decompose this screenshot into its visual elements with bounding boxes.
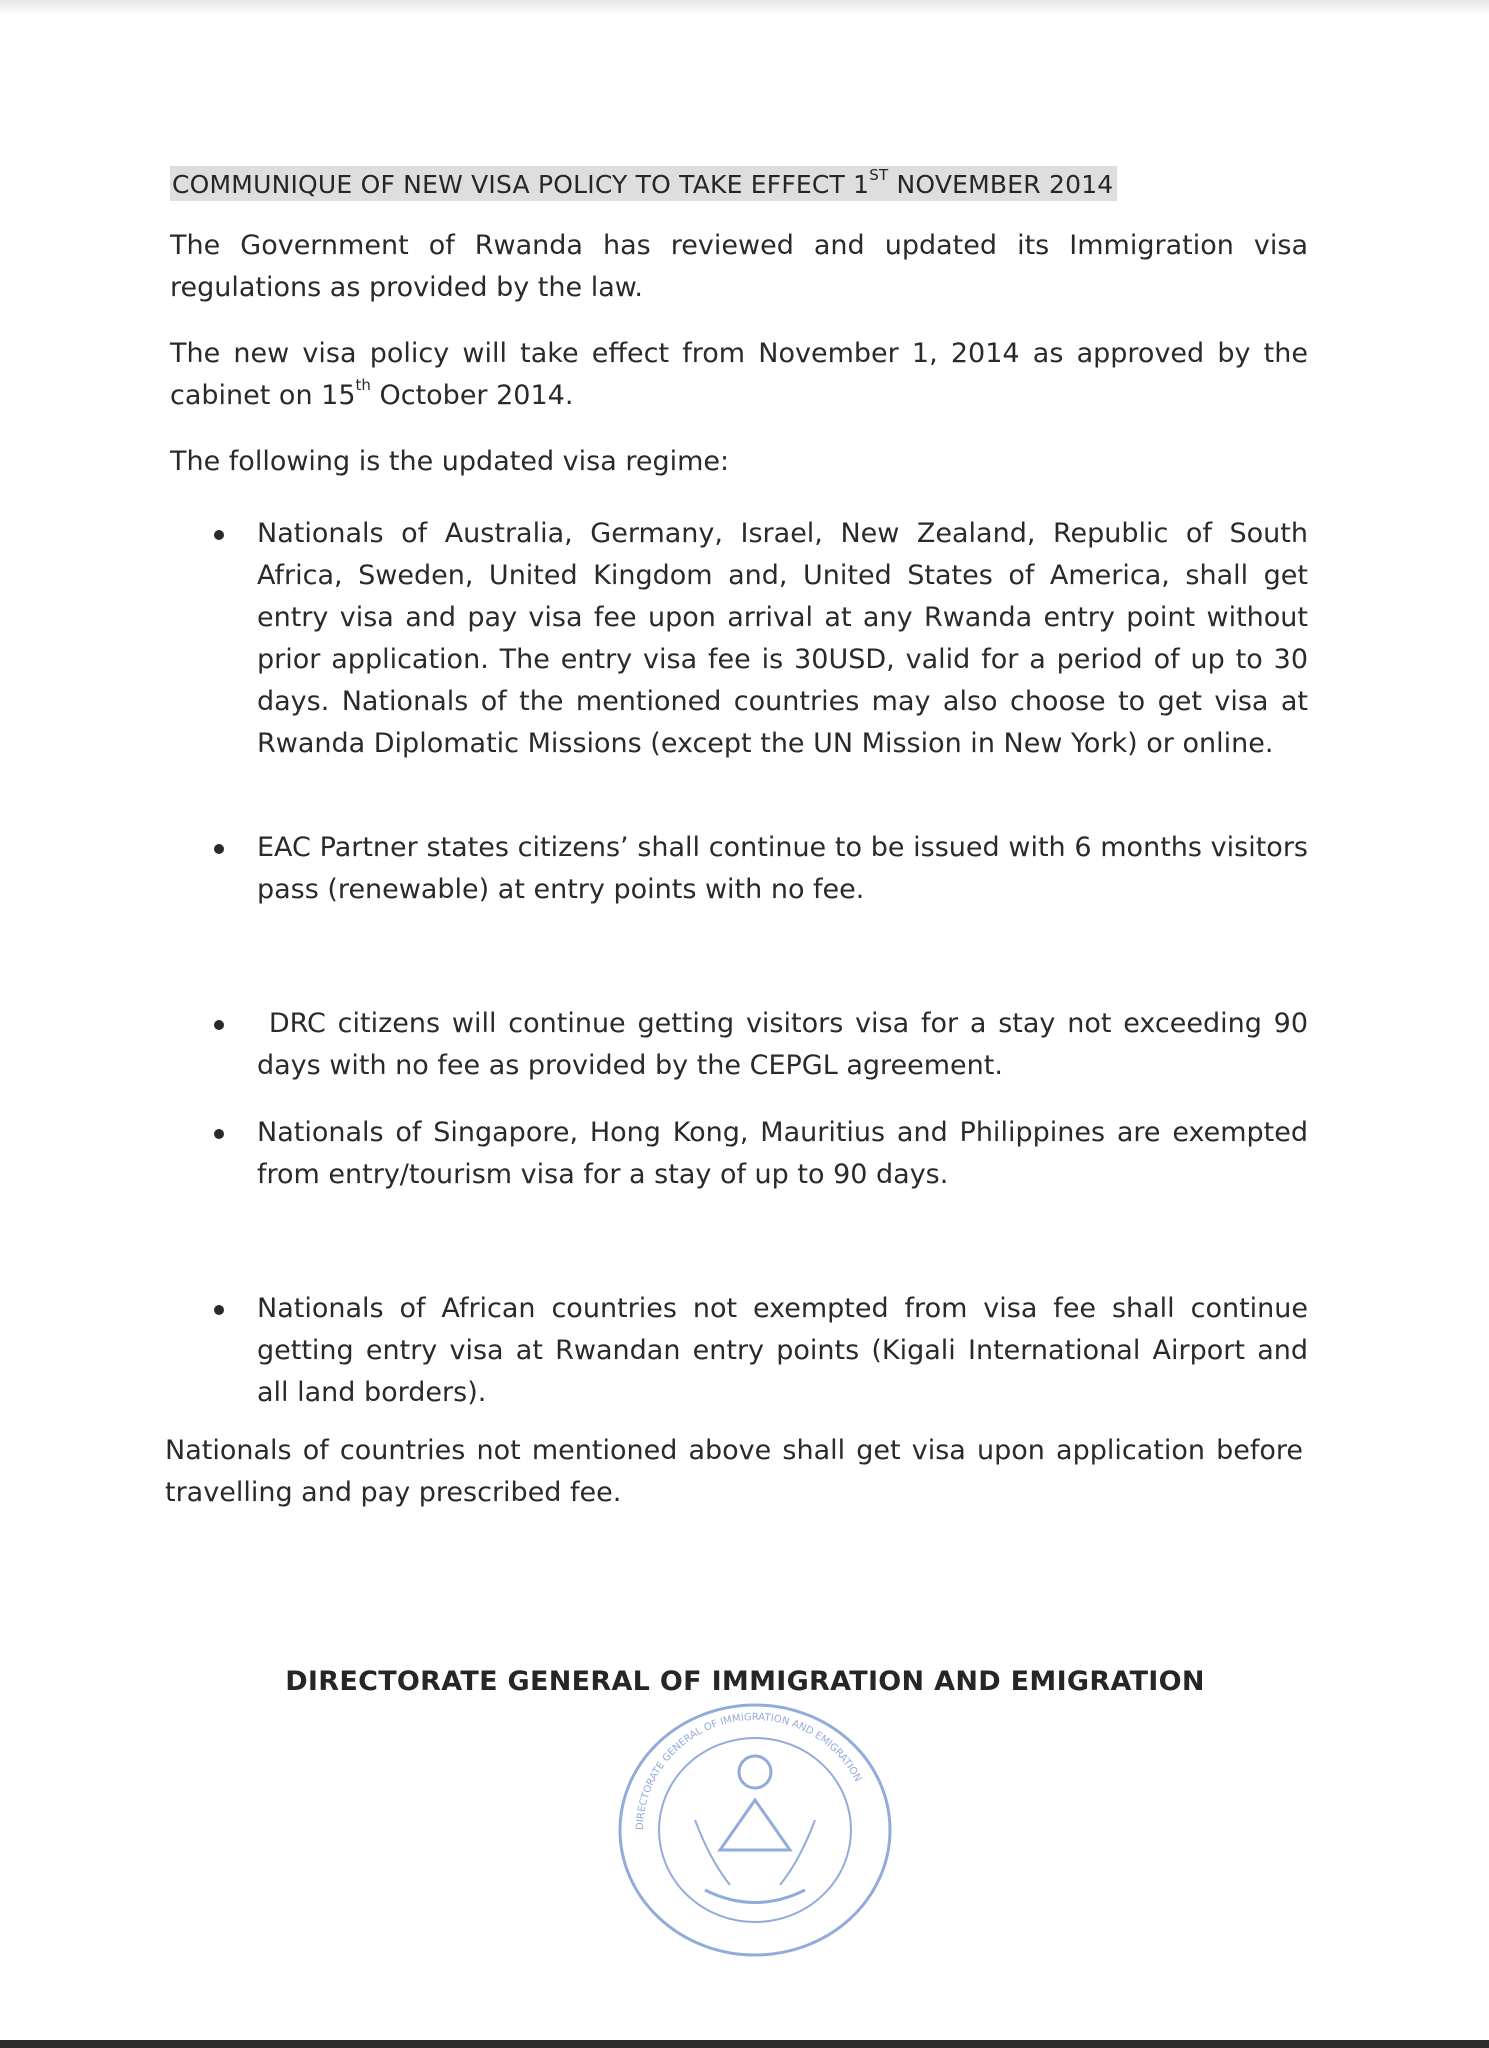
- communique-title: [170, 166, 1117, 201]
- visa-regime-list: [170, 513, 1317, 1414]
- list-item: [170, 1112, 1308, 1196]
- closing-paragraph: Nationals of countries not mentioned above shall get visa upon application before travelling and pay prescribed fee.: [165, 1435, 1303, 1508]
- title-text-end: NOVEMBER 2014: [888, 170, 1114, 199]
- regime-intro: The following is the updated visa regime:: [170, 446, 730, 477]
- bullet-icon: [214, 1129, 224, 1139]
- bullet-icon: [214, 1305, 224, 1315]
- bullet-icon: [214, 530, 224, 540]
- signatory: DIRECTORATE GENERAL OF IMMIGRATION AND EMIGRATION: [285, 1666, 1205, 1697]
- effect-text: The new visa policy will take effect from November 1, 2014 as approved by the cabinet on 15: [170, 338, 1308, 411]
- list-item: [170, 827, 1308, 911]
- document-page: [165, 165, 1317, 1697]
- effect-superscript: th: [355, 376, 371, 394]
- list-item-text: Nationals of Singapore, Hong Kong, Mauritius and Philippines are exempted from entry/tourism visa for a stay of up to 90 days.: [257, 1117, 1308, 1190]
- intro-paragraph: The Government of Rwanda has reviewed and updated its Immigration visa regulations as provided by the law.: [170, 230, 1308, 303]
- list-item: [170, 1288, 1308, 1414]
- scan-edge-top: [0, 0, 1489, 14]
- title-text: COMMUNIQUE OF NEW VISA POLICY TO TAKE EFFECT 1: [172, 170, 870, 199]
- list-item-text: DRC citizens will continue getting visitors visa for a stay not exceeding 90 days with no fee as provided by the CEPGL agreement.: [257, 1008, 1317, 1081]
- bullet-icon: [214, 844, 224, 854]
- list-item-text: EAC Partner states citizens’ shall continue to be issued with 6 months visitors pass (renewable) at entry points with no fee.: [257, 832, 1308, 905]
- title-superscript: ST: [869, 165, 889, 184]
- list-item: [170, 1003, 1317, 1087]
- bullet-icon: [214, 1020, 224, 1030]
- scan-edge-bottom: [0, 2040, 1489, 2048]
- list-item: [170, 513, 1308, 765]
- list-item-text: Nationals of African countries not exempted from visa fee shall continue getting entry visa at Rwandan entry points (Kigali International Airport and all land borders).: [257, 1293, 1308, 1408]
- stamp-ring-text: DIRECTORATE GENERAL OF IMMIGRATION AND EMIGRATION: [634, 1711, 864, 1831]
- official-seal-stamp: [610, 1700, 900, 1960]
- effect-text-end: October 2014.: [370, 380, 574, 411]
- list-item-text: Nationals of Australia, Germany, Israel, New Zealand, Republic of South Africa, Sweden, United Kingdom and, United States of America, shall get entry visa and pay visa fee upon arrival at any Rwanda entry point without prior application. The entry visa fee is 30USD, valid for a period of up to 30 days. Nationals of the mentioned countries may also choose to get visa at Rwanda Diplomatic Missions (except the UN Mission in New York) or online.: [257, 518, 1308, 759]
- effective-date-paragraph: [170, 333, 1308, 417]
